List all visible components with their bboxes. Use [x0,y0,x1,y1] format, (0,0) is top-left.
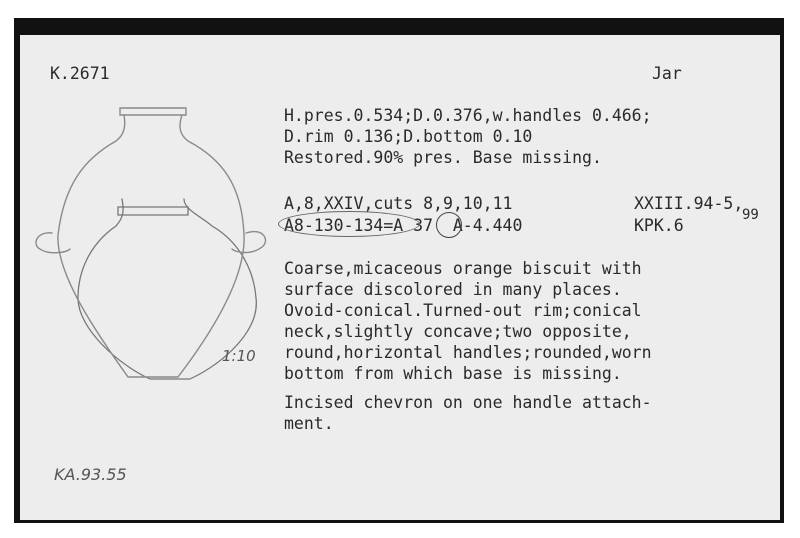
jar-outline [20,35,280,395]
dimensions-line-1: H.pres.0.534;D.0.376,w.handles 0.466; [284,106,652,125]
description-line-6: bottom from which base is missing. [284,364,622,383]
catalog-number: K.2671 [50,64,110,83]
provenance-superscript: 99 [742,207,759,223]
provenance-ref-2: KPK.6 [634,216,684,235]
object-type: Jar [652,64,682,83]
description-line-1: Coarse,micaceous orange biscuit with [284,259,642,278]
dimensions-line-3: Restored.90% pres. Base missing. [284,148,602,167]
pencil-circle-mark-37 [436,212,462,238]
description-line-2: surface discolored in many places. [284,280,622,299]
description-line-5: round,horizontal handles;rounded,worn [284,343,652,362]
description-line-4: neck,slightly concave;two opposite, [284,322,632,341]
provenance-ref-1: XXIII.94-5, [634,194,744,213]
scale-note: 1:10 [222,347,256,365]
description-line-7: Incised chevron on one handle attach- [284,393,652,412]
provenance-line-2: A8-130-134=A 37 A-4.440 [284,216,523,235]
catalog-card [20,35,780,520]
provenance-line-1: A,8,XXIV,cuts 8,9,10,11 [284,194,513,213]
description-line-8: ment. [284,414,334,433]
handwritten-catalog-id: KA.93.55 [54,465,127,484]
dimensions-line-2: D.rim 0.136;D.bottom 0.10 [284,127,533,146]
pencil-circle-mark [278,211,420,237]
description-line-3: Ovoid-conical.Turned-out rim;conical [284,301,642,320]
